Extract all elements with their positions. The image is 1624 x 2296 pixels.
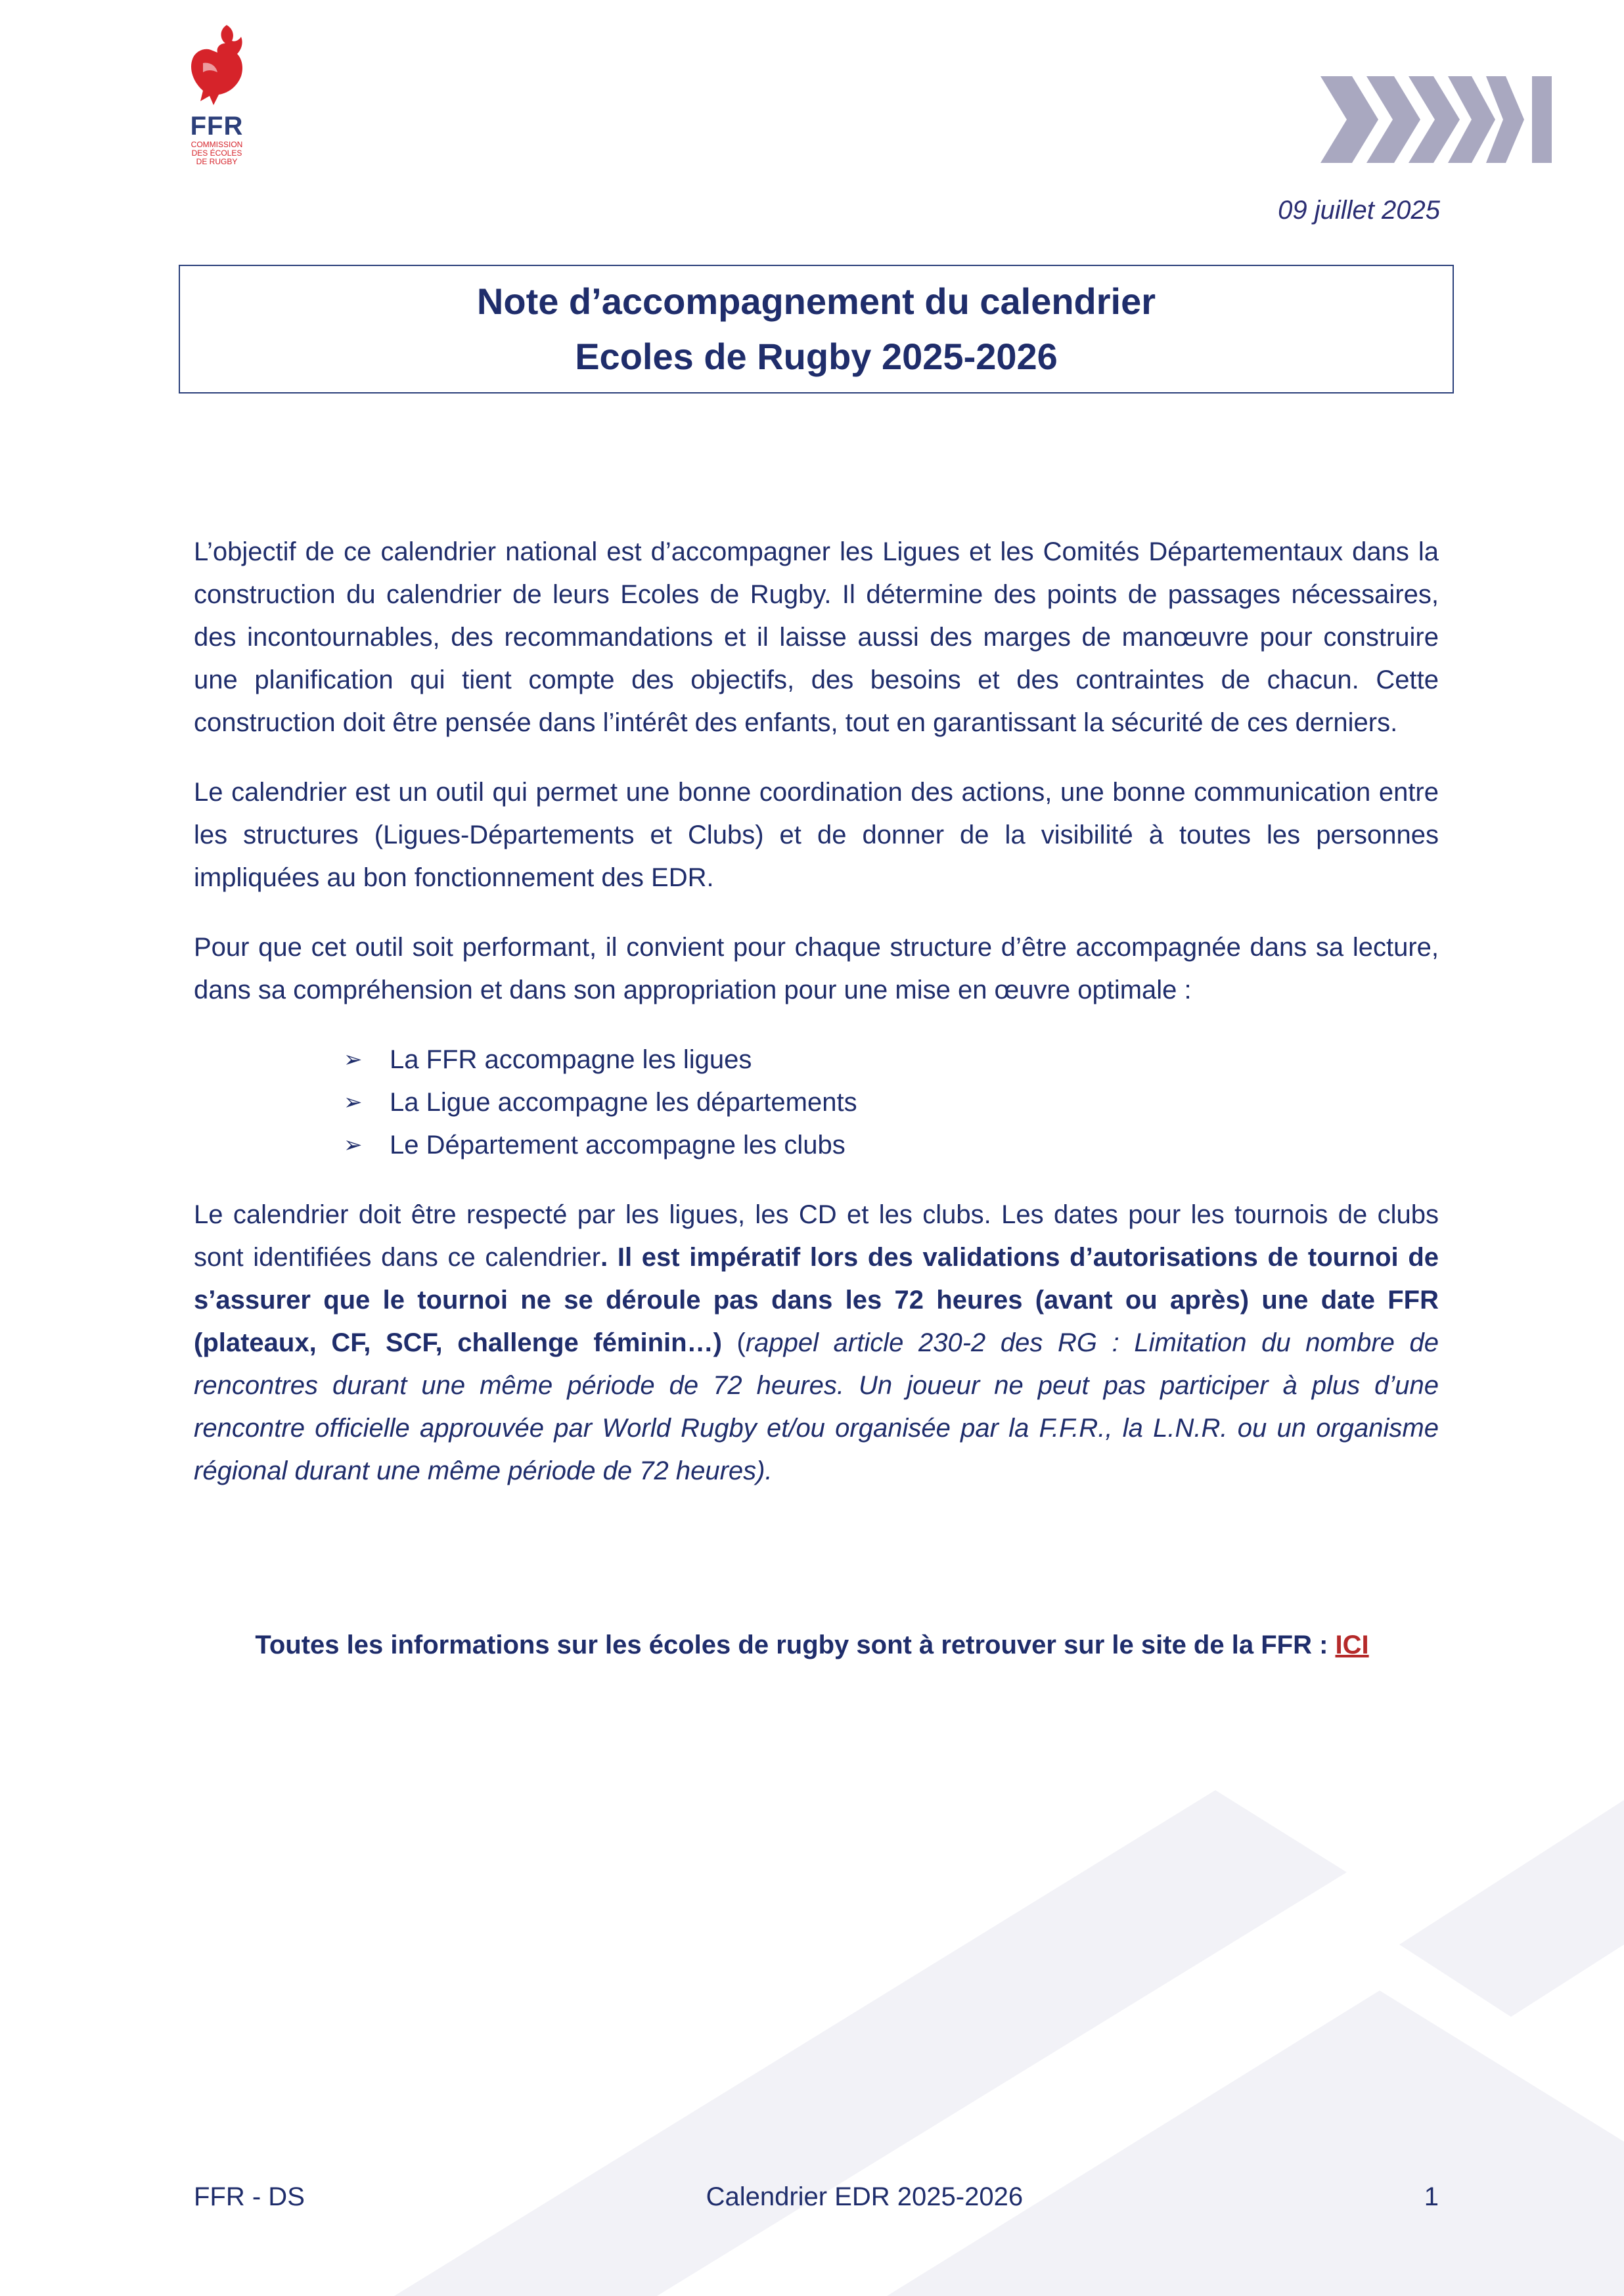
info-line	[0, 1631, 1624, 1660]
title-box	[179, 265, 1454, 394]
footer-center: Calendrier EDR 2025-2026	[706, 2182, 1024, 2211]
ici-link[interactable]: ICI	[1335, 1631, 1369, 1659]
list-item	[344, 1124, 1439, 1167]
list-item	[344, 1081, 1439, 1124]
page-number: 1	[1424, 2182, 1439, 2211]
list-item-text: Le Département accompagne les clubs	[390, 1131, 846, 1159]
paragraph-4-bold: . Il est impératif lors des validations d’autorisations de tournoi de s’assurer que le tournoi ne se déroule pas dans les 72 heures (avant ou après) une date FFR (plateaux, CF, SCF, challenge féminin…)	[194, 1243, 1439, 1357]
logo-subtitle-line: DES ÉCOLES	[191, 148, 242, 158]
paragraph-1: L’objectif de ce calendrier national est d’accompagner les Ligues et les Comités Départementaux dans la construction du calendrier de leurs Ecoles de Rugby. Il détermine des points de passages nécessaires, des incontournables, des recommandations et il laisse aussi des marges de manœuvre pour construire une planification qui tient compte des objectifs, des besoins et des contraintes de chacun. Cette construction doit être pensée dans l’intérêt des enfants, tout en garantissant la sécurité de ces derniers.	[194, 537, 1439, 737]
page-footer	[194, 2182, 1439, 2212]
bullet-arrow-icon: ➢	[344, 1133, 363, 1158]
info-line-text: Toutes les informations sur les écoles de rugby sont à retrouver sur le site de la FFR :	[255, 1631, 1336, 1659]
footer-left: FFR - DS	[194, 2182, 305, 2211]
bullet-arrow-icon: ➢	[344, 1090, 363, 1115]
bullet-list	[194, 1039, 1439, 1167]
paragraph-4	[194, 1194, 1439, 1493]
logo-subtitle	[174, 141, 259, 166]
paragraph-4-plain: Le calendrier doit être respecté par les ligues, les CD et les clubs. Les dates pour les tournois de clubs sont identifiées dans ce calendrier	[194, 1200, 1439, 1272]
ffr-logo	[177, 24, 256, 188]
logo-subtitle-line: COMMISSION	[191, 140, 243, 149]
title-line-1: Note d’accompagnement du calendrier	[476, 281, 1156, 322]
body-content	[194, 531, 1439, 1519]
paragraph-4-paren: (	[721, 1328, 746, 1357]
paragraph-3: Pour que cet outil soit performant, il convient pour chaque structure d’être accompagnée dans sa lecture, dans sa compréhension et dans son appropriation pour une mise en œuvre optimale :	[194, 933, 1439, 1004]
logo-subtitle-line: DE RUGBY	[196, 157, 238, 166]
list-item-text: La Ligue accompagne les départements	[390, 1088, 857, 1117]
title-line-2: Ecoles de Rugby 2025-2026	[575, 336, 1058, 377]
list-item	[344, 1039, 1439, 1081]
bullet-arrow-icon: ➢	[344, 1047, 363, 1072]
chevrons-decoration-icon	[1320, 74, 1557, 166]
rooster-logo-icon	[181, 24, 253, 109]
document-date: 09 juillet 2025	[1278, 196, 1440, 225]
list-item-text: La FFR accompagne les ligues	[390, 1045, 752, 1074]
paragraph-4-italic: rappel article 230-2 des RG : Limitation du nombre de rencontres durant une même période de 72 heures. Un joueur ne peut pas participer à plus d’une rencontre officielle approuvée par World Rugby et/ou organisée par la F.F.R., la L.N.R. ou un organisme régional durant une même période de 72 heures).	[194, 1328, 1439, 1485]
logo-ffr-text: FFR	[190, 112, 244, 141]
paragraph-2: Le calendrier est un outil qui permet une bonne coordination des actions, une bonne communication entre les structures (Ligues-Départements et Clubs) et de donner de la visibilité à toutes les personnes impliquées au bon fonctionnement des EDR.	[194, 778, 1439, 892]
